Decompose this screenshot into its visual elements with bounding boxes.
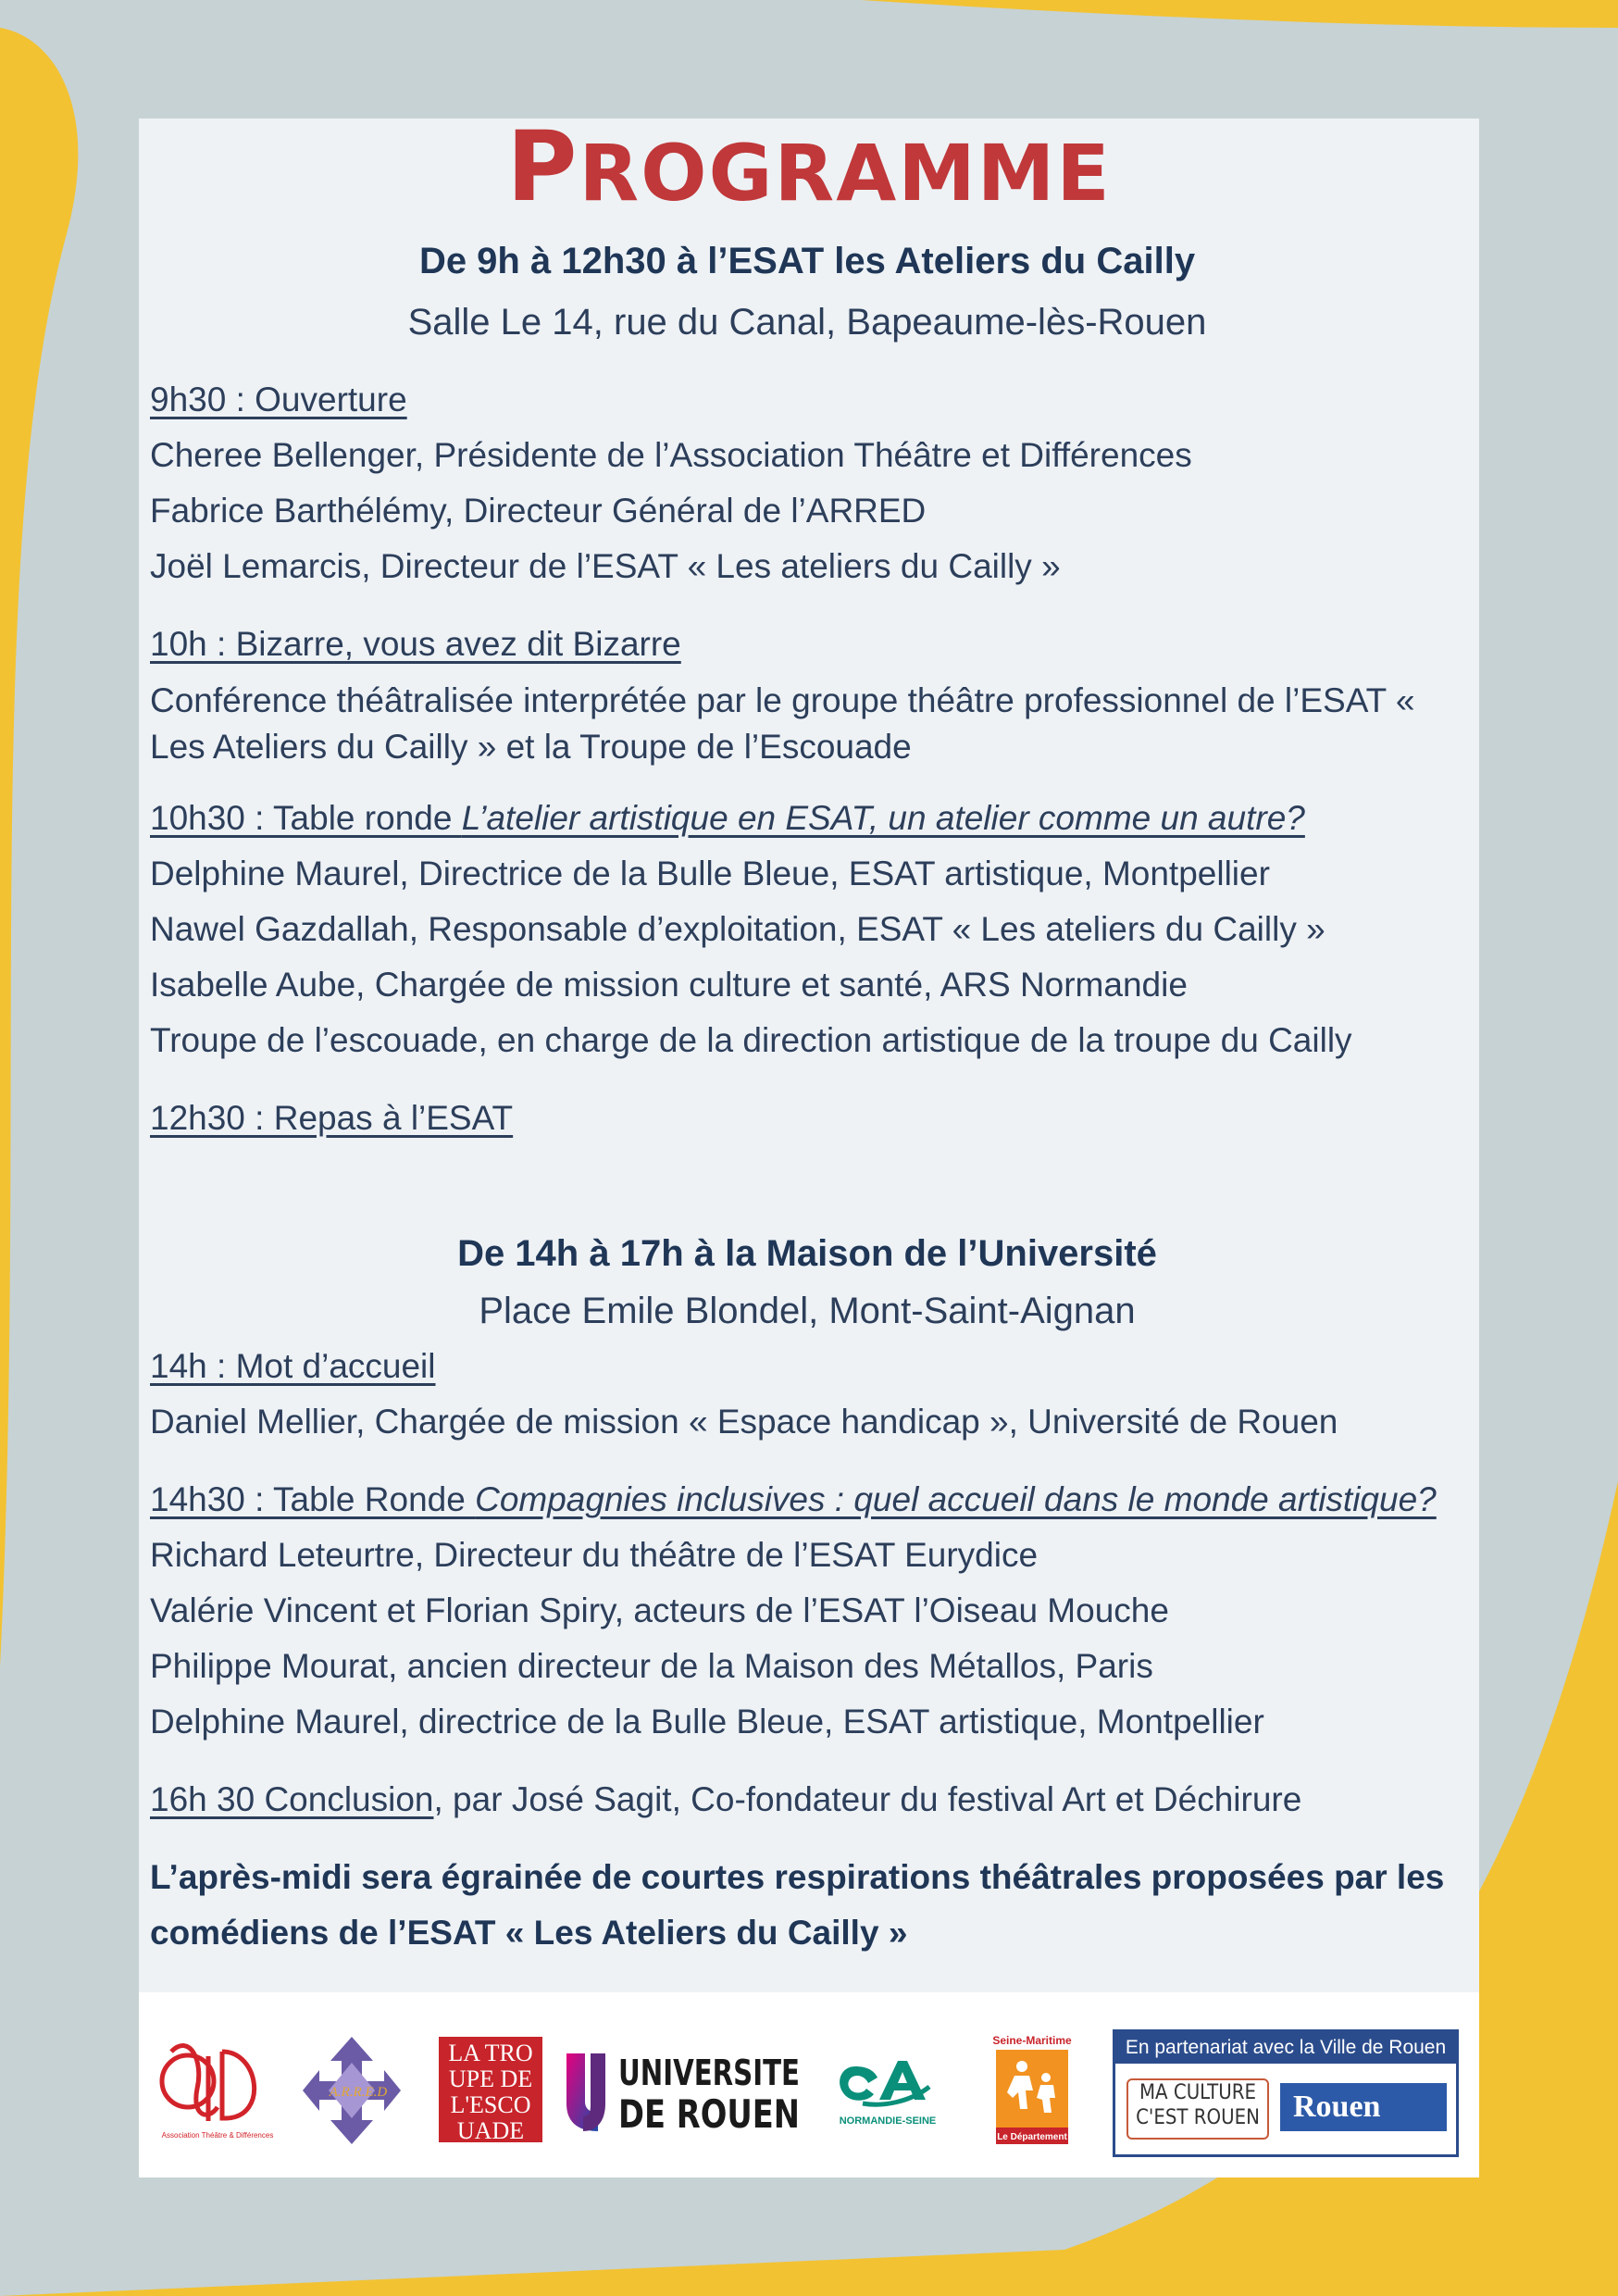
credit-agricole-logo: [828, 2050, 948, 2133]
bizarre-heading: 10h : Bizarre, vous avez dit Bizarre: [150, 625, 681, 663]
escouade-logo: [439, 2037, 542, 2142]
welcome-heading: 14h : Mot d’accueil: [150, 1347, 436, 1385]
morning-address: Salle Le 14, rue du Canal, Bapeaume-lès-Rouen: [407, 302, 1207, 343]
rouen-logo: Rouen: [1280, 2083, 1447, 2131]
rouen-partnership-box: [1113, 2029, 1459, 2157]
universite-line1: UNIVERSITE: [618, 2053, 800, 2093]
programme-content: [150, 233, 1464, 1961]
bizarre-description: Conférence théâtralisée interprétée par le groupe théâtre professionnel de l’ESAT « Les Ateliers du Cailly » et la Troupe de l’Escouade: [150, 681, 1415, 766]
opening-speaker: Cheree Bellenger, Présidente de l’Association Théâtre et Différences: [150, 436, 1192, 474]
afternoon-heading: De 14h à 17h à la Maison de l’Université: [457, 1233, 1157, 1274]
escouade-line: LA TRO: [448, 2040, 533, 2066]
universite-rouen-logo: [563, 2048, 803, 2137]
escouade-line: UPE DE: [448, 2065, 533, 2092]
roundtable-speaker: Delphine Maurel, Directrice de la Bulle Bleue, ESAT artistique, Montpellier: [150, 855, 1270, 892]
conclusion: 16h 30 Conclusion, par José Sagit, Co-fondateur du festival Art et Déchirure: [150, 1780, 1302, 1818]
morning-heading: De 9h à 12h30 à l’ESAT les Ateliers du Cailly: [418, 241, 1196, 281]
roundtable-speaker: Nawel Gazdallah, Responsable d’exploitation, ESAT « Les ateliers du Cailly »: [150, 910, 1326, 948]
arred-text: A.R.R.E.D: [329, 2085, 388, 2100]
opening-heading: 9h30 : Ouverture: [150, 381, 407, 418]
roundtable-speaker: Philippe Mourat, ancien directeur de la Maison des Métallos, Paris: [150, 1647, 1153, 1685]
escouade-line: L'ESCO: [450, 2091, 531, 2118]
roundtable-speaker: Richard Leteurtre, Directeur du théâtre de l’ESAT Eurydice: [150, 1536, 1039, 1574]
morning-roundtable-heading: 10h30 : Table ronde L’atelier artistique en ESAT, un atelier comme un autre?: [150, 799, 1305, 837]
sm-top: Seine-Maritime: [992, 2034, 1072, 2047]
arred-logo: [301, 2035, 403, 2146]
ca-caption: NORMANDIE-SEINE: [839, 2115, 937, 2127]
closing-note: L’après-midi sera égrainée de courtes respirations théâtrales proposées par les comédiens de l’ESAT « Les Ateliers du Cailly »: [150, 1858, 1445, 1952]
roundtable-speaker: Valérie Vincent et Florian Spiry, acteurs de l’ESAT l’Oiseau Mouche: [150, 1591, 1169, 1629]
roundtable-speaker: Delphine Maurel, directrice de la Bulle Bleue, ESAT artistique, Montpellier: [150, 1703, 1264, 1741]
ma-culture-logo: MA CULTURE C'EST ROUEN: [1126, 2078, 1269, 2140]
lunch-heading: 12h30 : Repas à l’ESAT: [150, 1099, 514, 1137]
atd-caption: Association Théâtre & Différences: [161, 2131, 274, 2140]
seine-maritime-logo: [989, 2033, 1076, 2146]
welcome-speaker: Daniel Mellier, Chargée de mission « Espace handicap », Université de Rouen: [150, 1403, 1338, 1441]
partner-heading: En partenariat avec la Ville de Rouen: [1115, 2032, 1456, 2064]
afternoon-roundtable-heading: 14h30 : Table Ronde Compagnies inclusives : quel accueil dans le monde artistique?: [150, 1480, 1437, 1518]
universite-line2: DE ROUEN: [618, 2091, 800, 2137]
roundtable-speaker: Isabelle Aube, Chargée de mission culture et santé, ARS Normandie: [150, 966, 1188, 1004]
opening-speaker: Fabrice Barthélémy, Directeur Général de l’ARRED: [150, 492, 927, 530]
sm-bottom: Le Département: [997, 2132, 1067, 2142]
afternoon-address: Place Emile Blondel, Mont-Saint-Aignan: [479, 1291, 1136, 1331]
programme-title: PROGRAMME: [506, 110, 1112, 223]
atd-logo: [153, 2033, 282, 2144]
opening-speaker: Joël Lemarcis, Directeur de l’ESAT « Les ateliers du Cailly »: [150, 547, 1061, 585]
roundtable-speaker: Troupe de l’escouade, en charge de la direction artistique de la troupe du Cailly: [150, 1021, 1352, 1059]
escouade-line: UADE: [456, 2117, 525, 2144]
